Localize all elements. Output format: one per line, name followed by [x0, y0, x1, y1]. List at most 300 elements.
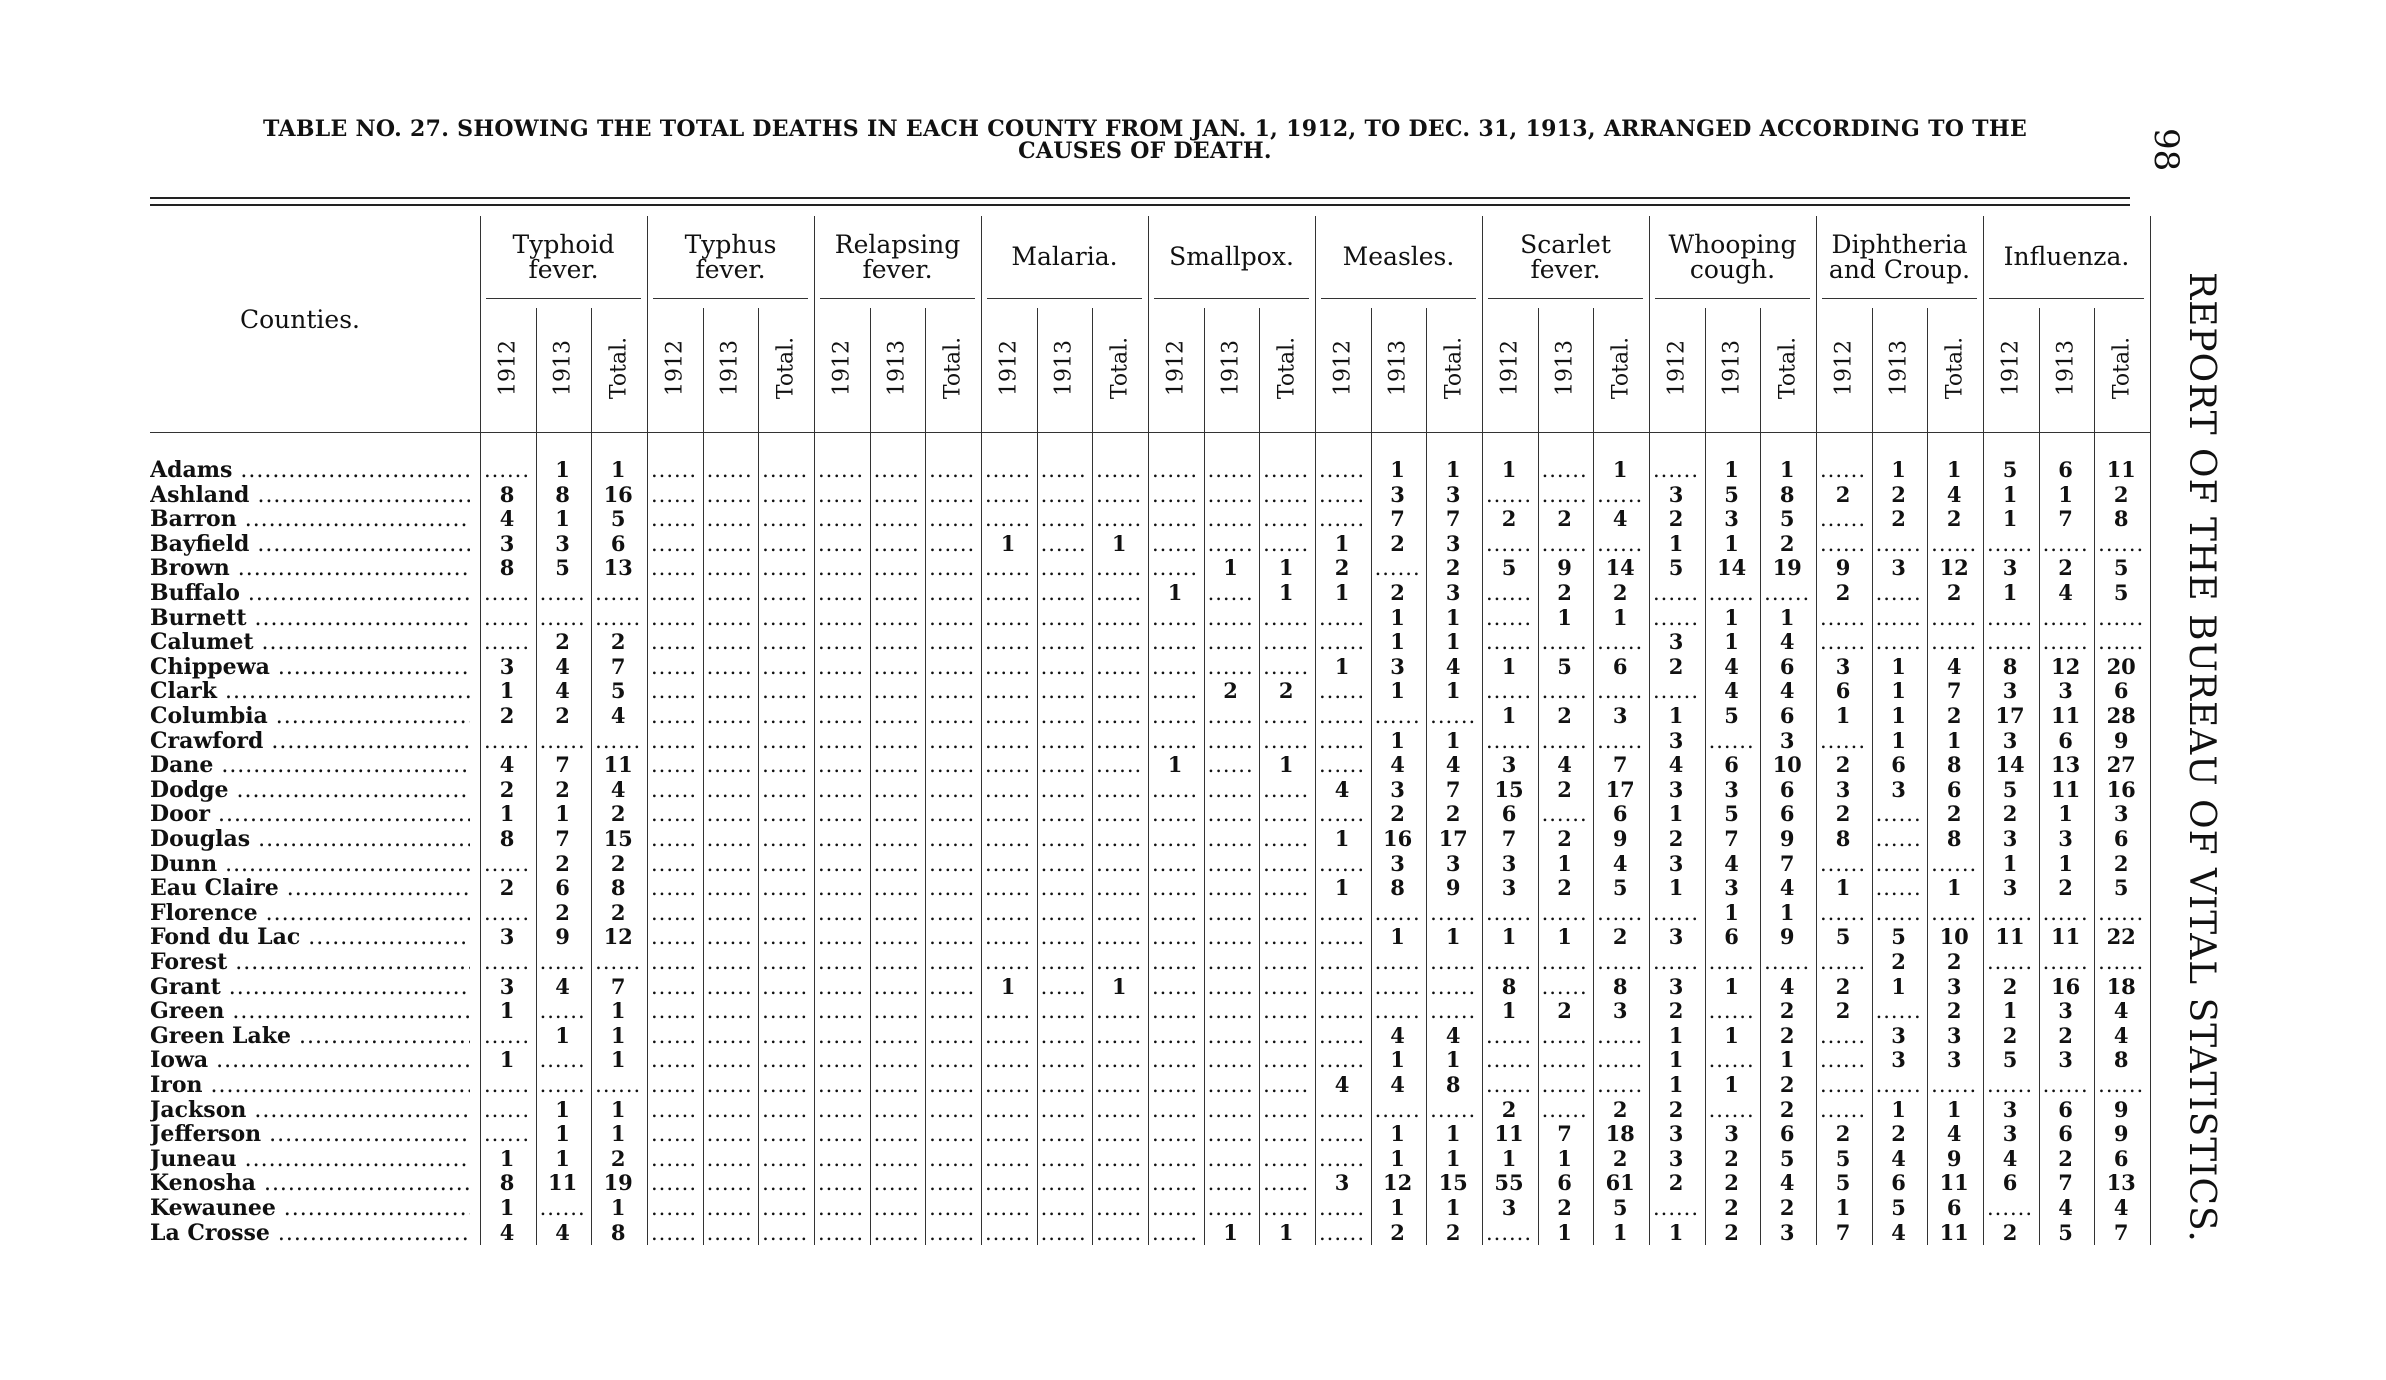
table-cell: 2 — [1223, 679, 1238, 704]
table-cell: 1 — [1501, 704, 1517, 728]
subcolumn-label: 1913 — [550, 340, 576, 396]
table-cell: 10 — [1772, 753, 1802, 778]
table-cell: 5 — [1501, 556, 1517, 581]
table-cell — [981, 1147, 1035, 1171]
table-cell — [1315, 1221, 1369, 1245]
table-cell — [758, 925, 812, 949]
table-cell — [814, 483, 868, 507]
table-cell — [2039, 950, 2093, 974]
table-cell — [1204, 1098, 1258, 1122]
table-cell: 2 — [1835, 974, 1851, 999]
table-cell: 9 — [1779, 827, 1795, 851]
table-cell — [1037, 1147, 1091, 1171]
table-cell: 3 — [1779, 1220, 1795, 1245]
table-cell — [1148, 1122, 1202, 1146]
table-cell: 4 — [1334, 1073, 1350, 1097]
table-cell — [925, 1073, 979, 1097]
table-cell: 5 — [1835, 1146, 1851, 1171]
table-cell: 2 — [2058, 1023, 2073, 1048]
table-cell — [1649, 901, 1703, 925]
table-cell — [1092, 999, 1146, 1023]
table-cell — [536, 1048, 590, 1072]
table-cell — [758, 827, 812, 851]
table-cell: 6 — [1779, 654, 1795, 679]
subcolumn-header — [599, 318, 639, 418]
table-cell — [1092, 1073, 1146, 1097]
table-cell — [703, 827, 757, 851]
table-cell: 4 — [1445, 654, 1461, 679]
table-cell: 3 — [499, 925, 515, 950]
subcolumn-label: Total. — [1608, 336, 1634, 400]
table-cell: 4 — [1946, 482, 1962, 507]
table-cell — [981, 827, 1035, 851]
table-cell — [1816, 458, 1870, 482]
table-cell — [981, 1098, 1035, 1122]
table-cell — [1315, 901, 1369, 925]
table-cell — [758, 458, 812, 482]
table-cell — [1259, 975, 1313, 999]
table-cell — [647, 753, 701, 777]
table-cell — [1204, 901, 1258, 925]
table-row — [0, 1098, 2140, 1123]
table-cell: 4 — [555, 654, 570, 679]
table-cell — [1092, 581, 1146, 605]
table-cell — [1037, 729, 1091, 753]
table-cell — [1092, 1221, 1146, 1245]
table-cell: 7 — [1390, 507, 1405, 532]
table-cell — [1204, 1048, 1258, 1072]
table-cell: 5 — [2002, 777, 2018, 802]
table-row — [0, 1196, 2140, 1221]
table-cell: 2 — [1668, 827, 1684, 851]
table-cell: 16 — [2050, 974, 2081, 999]
table-cell: 4 — [1445, 1023, 1461, 1048]
table-cell — [647, 507, 701, 531]
subcolumn-label: 1912 — [1831, 340, 1857, 396]
table-cell: 6 — [2113, 679, 2129, 704]
table-cell — [1538, 1024, 1592, 1048]
table-cell — [480, 901, 534, 925]
group-header — [1148, 244, 1315, 269]
table-cell: 2 — [1668, 654, 1684, 679]
table-cell: 12 — [1939, 556, 1969, 581]
table-cell — [703, 950, 757, 974]
table-row — [0, 925, 2140, 950]
table-cell: 3 — [1724, 777, 1739, 802]
subcolumn-label: 1913 — [1552, 340, 1578, 396]
table-cell: 2 — [555, 630, 570, 655]
table-cell: 6 — [1835, 679, 1851, 704]
table-cell — [1538, 458, 1592, 482]
table-cell: 2 — [1835, 1122, 1851, 1147]
table-cell: 1 — [2058, 482, 2073, 507]
table-cell — [814, 1122, 868, 1146]
table-cell: 1 — [2002, 581, 2018, 605]
group-underline — [1488, 298, 1643, 299]
table-cell: 9 — [1835, 556, 1851, 581]
table-cell: 5 — [1891, 925, 1906, 950]
table-cell: 4 — [2113, 1196, 2129, 1220]
running-head: REPORT OF THE BUREAU OF VITAL STATISTICS. — [2181, 272, 2222, 1243]
table-cell — [480, 852, 534, 876]
table-cell: 1 — [1334, 531, 1350, 556]
table-cell — [1315, 704, 1369, 728]
table-cell: 1 — [610, 458, 626, 482]
table-cell: 1 — [555, 1122, 570, 1147]
table-cell: 61 — [1605, 1171, 1635, 1196]
table-cell — [1204, 458, 1258, 482]
table-cell — [925, 876, 979, 900]
table-cell — [925, 1122, 979, 1146]
table-cell — [1148, 876, 1202, 900]
county-name: Iron ..... — [150, 1073, 470, 1097]
table-cell — [1816, 950, 1870, 974]
table-cell — [1426, 901, 1480, 925]
table-cell — [647, 581, 701, 605]
table-cell: 1 — [2002, 482, 2018, 507]
table-cell — [1816, 606, 1870, 630]
table-cell: 1 — [1612, 458, 1628, 482]
table-cell — [1092, 1147, 1146, 1171]
county-name: Florence ..... — [150, 901, 470, 925]
table-cell — [1259, 606, 1313, 630]
table-cell — [1482, 532, 1536, 556]
table-cell — [814, 950, 868, 974]
table-cell: 7 — [1946, 679, 1962, 704]
county-name: Crawford ..... — [150, 729, 470, 753]
table-cell — [1259, 1024, 1313, 1048]
table-cell — [814, 925, 868, 949]
table-cell: 6 — [1779, 1122, 1795, 1147]
table-cell: 5 — [1668, 556, 1684, 581]
table-cell — [1927, 901, 1981, 925]
table-cell: 4 — [1946, 654, 1962, 679]
table-cell: 3 — [1946, 1023, 1962, 1048]
table-cell — [647, 950, 701, 974]
table-cell — [2039, 630, 2093, 654]
group-underline — [486, 298, 641, 299]
table-cell — [703, 1024, 757, 1048]
table-cell: 1 — [1167, 581, 1183, 605]
table-cell — [981, 999, 1035, 1023]
table-cell: 1 — [555, 802, 570, 827]
table-cell — [480, 458, 534, 482]
table-cell — [1148, 630, 1202, 654]
table-cell: 2 — [610, 630, 626, 655]
table-cell — [1315, 507, 1369, 531]
table-cell — [1482, 729, 1536, 753]
table-cell: 17 — [1438, 827, 1468, 851]
table-cell — [1315, 1147, 1369, 1171]
group-header — [647, 232, 814, 282]
table-row — [0, 532, 2140, 557]
table-cell — [814, 999, 868, 1023]
table-cell: 1 — [2002, 851, 2018, 876]
table-cell — [1037, 483, 1091, 507]
table-cell — [870, 1147, 924, 1171]
page-number: 98 — [2146, 128, 2186, 172]
table-cell — [925, 1221, 979, 1245]
table-row — [0, 704, 2140, 729]
subcolumn-label: 1912 — [1163, 340, 1189, 396]
table-cell: 2 — [1557, 876, 1572, 901]
table-cell — [870, 581, 924, 605]
table-cell: 1 — [1501, 654, 1517, 679]
table-cell — [1259, 729, 1313, 753]
table-cell: 3 — [2002, 1097, 2018, 1122]
table-cell — [925, 458, 979, 482]
table-row — [0, 606, 2140, 631]
table-cell — [1037, 753, 1091, 777]
table-cell — [1983, 901, 2037, 925]
table-cell — [1259, 1048, 1313, 1072]
table-cell: 4 — [1724, 851, 1739, 876]
table-cell — [1204, 852, 1258, 876]
table-cell: 2 — [555, 851, 570, 876]
table-cell: 1 — [1724, 605, 1739, 630]
table-cell: 8 — [2002, 654, 2018, 679]
table-cell — [981, 852, 1035, 876]
table-cell — [758, 1147, 812, 1171]
table-cell — [981, 1073, 1035, 1097]
table-cell: 9 — [1612, 827, 1628, 851]
group-header-line: Smallpox. — [1169, 242, 1294, 271]
table-cell — [981, 704, 1035, 728]
table-cell: 5 — [1891, 1196, 1906, 1220]
table-cell: 4 — [499, 1220, 515, 1245]
table-cell: 3 — [1891, 1048, 1906, 1073]
table-cell: 2 — [1557, 704, 1572, 728]
county-name: Forest ..... — [150, 950, 470, 974]
group-header — [1315, 244, 1482, 269]
group-underline — [1822, 298, 1977, 299]
table-cell — [647, 778, 701, 802]
table-cell — [870, 1073, 924, 1097]
table-cell — [703, 655, 757, 679]
table-cell — [703, 1221, 757, 1245]
table-cell — [1593, 532, 1647, 556]
table-cell: 3 — [2002, 876, 2018, 901]
table-cell — [703, 901, 757, 925]
table-cell — [1705, 729, 1759, 753]
table-row — [0, 729, 2140, 754]
table-cell: 2 — [1390, 802, 1405, 827]
table-cell — [1148, 606, 1202, 630]
table-cell: 6 — [2113, 827, 2129, 851]
table-cell: 1 — [1557, 925, 1572, 950]
table-cell: 6 — [1612, 802, 1628, 827]
table-cell: 17 — [1605, 777, 1635, 802]
table-cell: 7 — [2058, 507, 2073, 532]
table-cell: 3 — [1334, 1171, 1350, 1196]
table-cell: 3 — [1501, 876, 1517, 901]
table-cell — [2039, 606, 2093, 630]
table-cell — [1927, 532, 1981, 556]
table-cell: 1 — [1445, 1146, 1461, 1171]
table-cell: 1 — [1779, 605, 1795, 630]
table-cell: 2 — [1779, 999, 1795, 1024]
table-cell: 1 — [1334, 581, 1350, 605]
table-cell — [1148, 458, 1202, 482]
table-cell — [814, 1073, 868, 1097]
table-cell: 4 — [1390, 1023, 1405, 1048]
table-cell: 7 — [1501, 827, 1517, 851]
table-cell: 1 — [1390, 1122, 1405, 1147]
table-cell: 6 — [1724, 753, 1739, 778]
table-cell — [1037, 581, 1091, 605]
subcolumn-header — [1267, 318, 1307, 418]
table-cell: 14 — [1716, 556, 1747, 581]
table-cell — [1983, 606, 2037, 630]
table-cell — [981, 606, 1035, 630]
table-cell — [1482, 1073, 1536, 1097]
table-cell: 27 — [2106, 753, 2136, 778]
table-cell: 4 — [1779, 1171, 1795, 1196]
table-cell: 4 — [499, 753, 515, 778]
subcolumn-header — [655, 318, 695, 418]
table-cell — [1148, 1048, 1202, 1072]
table-row — [0, 1171, 2140, 1196]
table-cell: 1 — [1835, 704, 1851, 728]
table-cell: 8 — [1779, 482, 1795, 507]
group-header — [981, 244, 1148, 269]
table-cell — [1927, 630, 1981, 654]
table-cell — [1538, 1098, 1592, 1122]
table-cell: 2 — [2002, 974, 2018, 999]
table-cell — [925, 556, 979, 580]
table-cell — [1371, 556, 1425, 580]
table-cell: 1 — [1779, 458, 1795, 482]
table-cell — [647, 1196, 701, 1220]
table-cell — [536, 950, 590, 974]
table-cell: 2 — [1779, 1196, 1795, 1220]
table-cell: 3 — [1668, 925, 1684, 950]
table-cell — [925, 950, 979, 974]
table-cell — [870, 458, 924, 482]
table-cell — [1204, 950, 1258, 974]
group-header-line: Influenza. — [2003, 242, 2130, 271]
table-cell: 2 — [1835, 753, 1851, 778]
table-cell — [1204, 1147, 1258, 1171]
table-cell — [1092, 729, 1146, 753]
table-cell — [1482, 1024, 1536, 1048]
table-cell: 4 — [2058, 1196, 2073, 1220]
table-cell: 3 — [1390, 654, 1405, 679]
table-cell — [1649, 581, 1703, 605]
table-cell — [1927, 852, 1981, 876]
table-cell: 9 — [555, 925, 570, 950]
table-cell: 11 — [547, 1171, 578, 1196]
table-cell: 7 — [2113, 1220, 2129, 1245]
table-cell: 12 — [2050, 654, 2081, 679]
county-name: Green ..... — [150, 999, 470, 1023]
table-cell: 16 — [1382, 827, 1413, 851]
table-cell: 2 — [1779, 531, 1795, 556]
table-cell — [981, 950, 1035, 974]
table-cell — [647, 458, 701, 482]
table-cell — [1148, 802, 1202, 826]
subcolumn-label: Total. — [1775, 336, 1801, 400]
table-cell: 1 — [1390, 925, 1405, 950]
table-cell: 8 — [2113, 507, 2129, 532]
group-underline — [820, 298, 975, 299]
table-cell: 1 — [555, 1023, 570, 1048]
table-cell — [870, 901, 924, 925]
table-cell: 2 — [1779, 1097, 1795, 1122]
table-cell: 8 — [499, 1171, 515, 1196]
table-cell — [703, 704, 757, 728]
subcolumn-header — [1712, 318, 1752, 418]
table-cell: 2 — [555, 777, 570, 802]
table-cell: 2 — [1668, 999, 1684, 1024]
table-cell: 1 — [499, 1048, 515, 1073]
table-cell — [925, 925, 979, 949]
table-cell — [1148, 1196, 1202, 1220]
table-cell: 1 — [1724, 630, 1739, 655]
table-cell: 1 — [1668, 531, 1684, 556]
subcolumn-header — [1044, 318, 1084, 418]
table-cell — [1482, 1221, 1536, 1245]
table-cell: 4 — [1891, 1220, 1906, 1245]
table-cell — [814, 1024, 868, 1048]
county-name: Brown ..... — [150, 556, 470, 580]
table-cell: 55 — [1494, 1171, 1524, 1196]
table-cell — [814, 827, 868, 851]
table-cell — [925, 901, 979, 925]
subcolumn-header — [1211, 318, 1251, 418]
table-cell — [1482, 606, 1536, 630]
table-cell — [1148, 1171, 1202, 1195]
subcolumn-header — [1490, 318, 1530, 418]
table-cell: 11 — [1494, 1122, 1524, 1147]
table-cell — [981, 630, 1035, 654]
table-cell: 2 — [2058, 876, 2073, 901]
table-cell — [1092, 458, 1146, 482]
table-cell: 1 — [1724, 974, 1739, 999]
table-cell: 7 — [1557, 1122, 1572, 1147]
table-cell — [925, 483, 979, 507]
table-cell: 11 — [2050, 925, 2081, 950]
table-cell: 6 — [1557, 1171, 1572, 1196]
table-cell: 4 — [1390, 1073, 1405, 1097]
table-cell: 1 — [1557, 1146, 1572, 1171]
table-cell — [1148, 1147, 1202, 1171]
table-cell — [758, 483, 812, 507]
table-cell — [870, 532, 924, 556]
table-cell — [1816, 852, 1870, 876]
table-cell — [1816, 1073, 1870, 1097]
table-cell: 1 — [1946, 1097, 1962, 1122]
table-cell — [1705, 1048, 1759, 1072]
title-line-1: TABLE NO. 27. SHOWING THE TOTAL DEATHS IN EACH COUNTY FROM JAN. 1, 1912, TO DEC. 31, 1913, ARRANGED ACCORDING TO THE — [262, 116, 2028, 142]
table-cell: 5 — [2113, 556, 2129, 581]
table-cell: 3 — [1668, 482, 1684, 507]
table-cell — [1259, 876, 1313, 900]
table-cell: 4 — [1946, 1122, 1962, 1147]
table-cell — [925, 827, 979, 851]
table-cell — [1204, 1122, 1258, 1146]
table-cell — [1037, 655, 1091, 679]
group-underline — [1989, 298, 2144, 299]
table-cell — [1037, 852, 1091, 876]
table-cell: 6 — [610, 531, 626, 556]
table-cell — [870, 507, 924, 531]
table-cell — [1037, 975, 1091, 999]
table-cell — [1037, 1073, 1091, 1097]
table-cell — [1315, 999, 1369, 1023]
table-cell: 4 — [555, 974, 570, 999]
table-cell: 3 — [2002, 1122, 2018, 1147]
